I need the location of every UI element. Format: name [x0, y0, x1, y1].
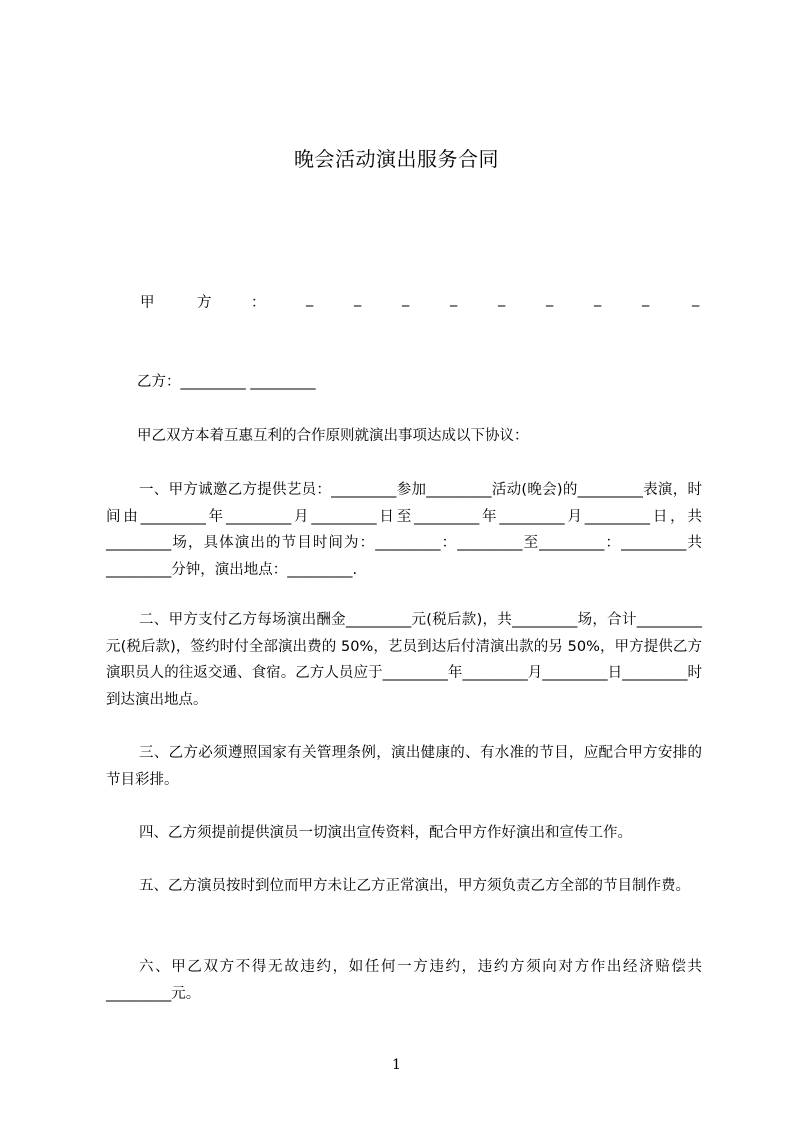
party-a-char: 方	[197, 295, 212, 311]
party-a-blank: _	[402, 291, 410, 307]
clause-4: 四、乙方须提前提供演员一切演出宣传资料，配合甲方作好演出和宣传工作。	[139, 825, 632, 841]
party-b-line: 乙方：_________ _________	[137, 374, 316, 390]
party-a-blank: _	[594, 291, 602, 307]
intro-paragraph: 甲乙双方本着互惠互利的合作原则就演出事项达成以下协议：	[137, 428, 529, 444]
party-a-blank: _	[450, 291, 458, 307]
party-a-blank: _	[692, 291, 700, 307]
party-a-blank: _	[546, 291, 554, 307]
party-a-char: 甲	[140, 295, 155, 311]
page-number: 1	[392, 1057, 401, 1073]
party-a-line	[140, 291, 702, 315]
party-a-blank: _	[306, 291, 314, 307]
party-a-char: ：	[251, 295, 266, 311]
clause-2: 二、甲方支付乙方每场演出酬金_________元(税后款)，共_________场，合计_________元(税后款)，签约时付全部演出费的 50%，艺员到达后付清演出款的另 50%，甲方提供乙方演职员人的往返交通、食宿。乙方人员应于_________年_________月_________日_________时到达演出地点。	[106, 612, 702, 708]
party-a-blank: _	[354, 291, 362, 307]
party-a-blank: _	[498, 291, 506, 307]
document-title: 晚会活动演出服务合同	[294, 147, 499, 171]
clause-6: 六、甲乙双方不得无故违约，如任何一方违约，违约方须向对方作出经济赔偿共_________元。	[106, 959, 702, 1002]
party-a-blank: _	[642, 291, 650, 307]
clause-3: 三、乙方必须遵照国家有关管理条例，演出健康的、有水准的节目，应配合甲方安排的节目彩排。	[106, 745, 702, 788]
clause-5: 五、乙方演员按时到位而甲方未让乙方正常演出，甲方须负责乙方全部的节目制作费。	[139, 878, 690, 894]
clause-1: 一、甲方诚邀乙方提供艺员：_________参加_________活动(晚会)的_________表演，时间由_________年_________月_________日至_________年_________月_________日，共_________场，具体演出的节目时间为：_________：_________至_________：_________共_________分钟，演出地点：_________.	[106, 482, 702, 578]
